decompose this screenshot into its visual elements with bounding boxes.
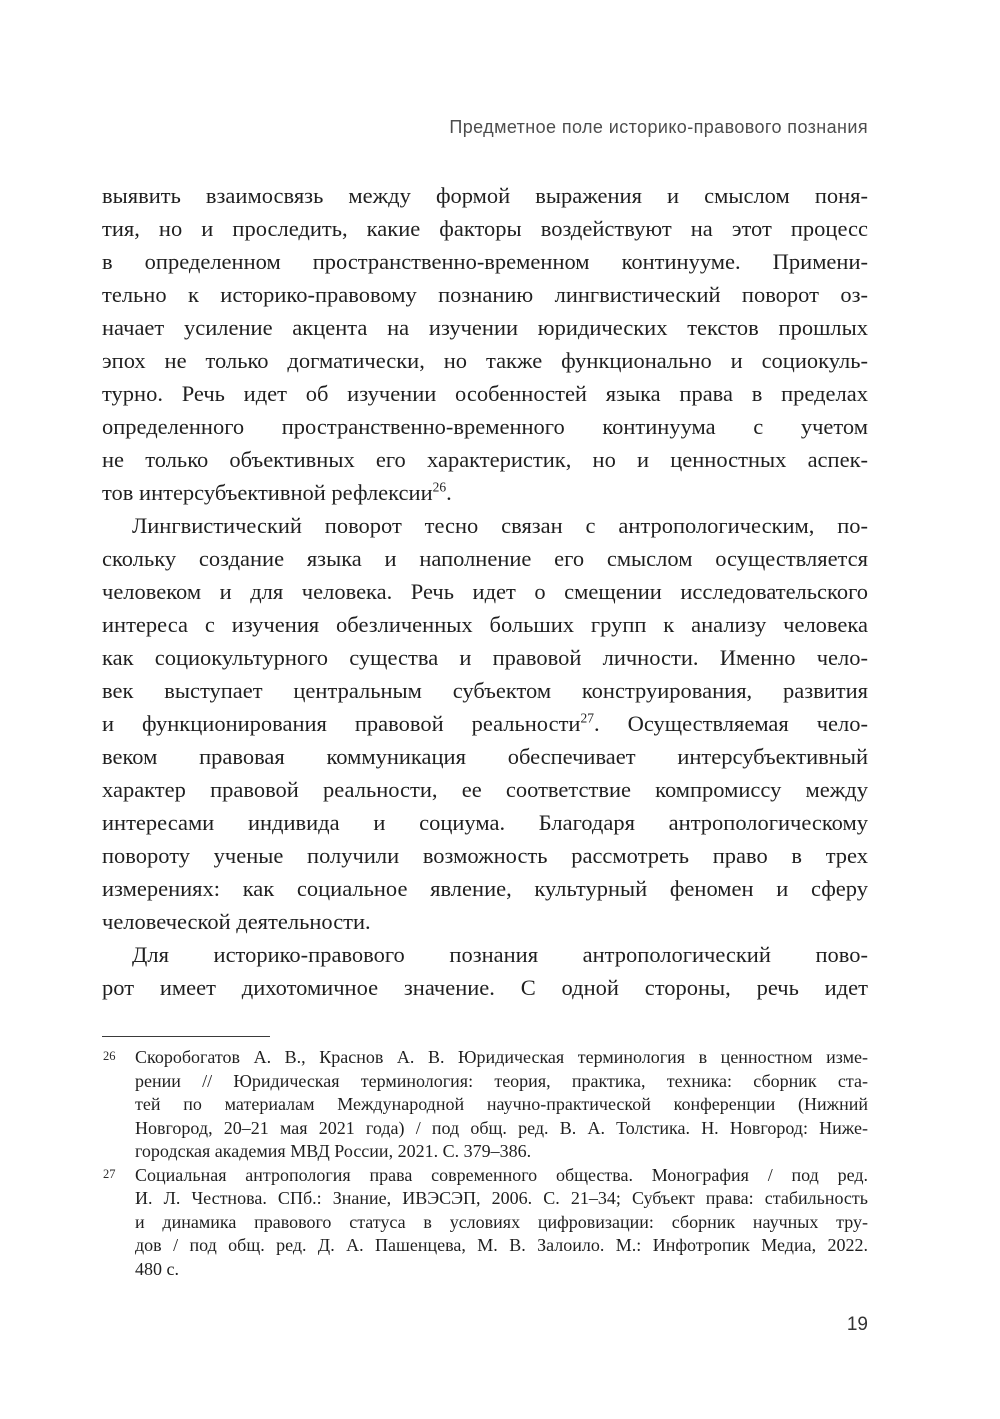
text-line: выявить взаимосвязь между формой выражения и смыслом поня- [102,183,868,208]
footnote-separator [102,1036,270,1037]
text-line: как социокультурного существа и правовой личности. Именно чело- [102,645,868,670]
page-number: 19 [846,1314,868,1335]
paragraph [102,179,868,509]
text-line: тов интерсубъективной рефлексии$^{26}$. [102,479,452,505]
text-line: И. Л. Честнова. СПб.: Знание, ИВЭСЭП, 2006. С. 21–34; Субъект права: стабильность [135,1188,868,1208]
text-line: Скоробогатов А. В., Краснов А. В. Юридическая терминология в ценностном изме- [135,1047,868,1067]
text-line: измерениях: как социальное явление, культурный феномен и сферу [102,876,868,901]
text-line: и динамика правового статуса в условиях цифровизации: сборник научных тру- [135,1211,868,1232]
text-line: Новгород, 20–21 мая 2021 года) / под общ. ред. В. А. Толстика. Н. Новгород: Ниже- [135,1117,868,1138]
paragraph [102,509,868,938]
body-text [102,179,868,1004]
footnote [102,1046,868,1164]
text-line: рении // Юридическая терминология: теория, практика, техника: сборник ста- [135,1070,868,1091]
footnote-reference: 26 [432,479,447,495]
text-line: интересами индивида и социума. Благодаря антропологическому [102,810,868,835]
text-line: не только объективных его характеристик, но и ценностных аспек- [102,447,868,472]
text-line: тей по материалам Международной научно-практической конференции (Нижний [135,1094,868,1114]
text-line: дов / под общ. ред. Д. А. Пашенцева, М. В. Залоило. М.: Инфотропик Медиа, 2022. [135,1235,868,1255]
paragraph [102,938,868,1004]
text-line: повороту ученые получили возможность рассмотреть право в трех [102,843,868,868]
text-line: турно. Речь идет об изучении особенностей языка права в пределах [102,381,868,406]
text-line: определенного пространственно-временного континуума с учетом [102,414,868,439]
running-header: Предметное поле историко-правового познания [449,117,868,137]
text-line: рот имеет дихотомичное значение. С одной стороны, речь идет [102,975,868,1000]
footnote-number: 26 [103,1049,116,1063]
text-line: Лингвистический поворот тесно связан с антропологическим, по- [132,513,868,538]
text-line: скольку создание языка и наполнение его смыслом осуществляется [102,546,868,571]
text-line: и функционирования правовой реальности$^{27}$. Осуществляемая чело- [102,710,868,736]
text-line: веком правовая коммуникация обеспечивает интерсубъективный [102,744,868,769]
footnotes [102,1046,868,1281]
text-line: Социальная антропология права современного общества. Монография / под ред. [135,1164,868,1185]
text-line: интереса с изучения обезличенных больших групп к анализу человека [102,612,868,637]
text-line: Для историко-правового познания антропологический пово- [132,942,868,967]
text-line: начает усиление акцента на изучении юридических текстов прошлых [102,315,868,340]
footnote-number: 27 [103,1166,116,1181]
text-line: в определенном пространственно-временном континууме. Примени- [102,249,868,274]
text-line: характер правовой реальности, ее соответствие компромиссу между [102,777,868,802]
footnote [102,1164,868,1282]
text-line: тельно к историко-правовому познанию лингвистический поворот оз- [102,282,868,307]
text-line: человеческой деятельности. [102,909,371,934]
text-line: 480 с. [135,1258,179,1279]
text-line: эпох не только догматически, но также функционально и социокуль- [102,348,868,373]
text-line: человеком и для человека. Речь идет о смещении исследовательского [102,579,868,604]
text-line: век выступает центральным субъектом конструирования, развития [102,678,868,703]
text-line: тия, но и проследить, какие факторы воздействуют на этот процесс [102,216,868,241]
text-line: городская академия МВД России, 2021. С. 379–386. [135,1141,532,1161]
footnote-reference: 27 [580,710,594,726]
